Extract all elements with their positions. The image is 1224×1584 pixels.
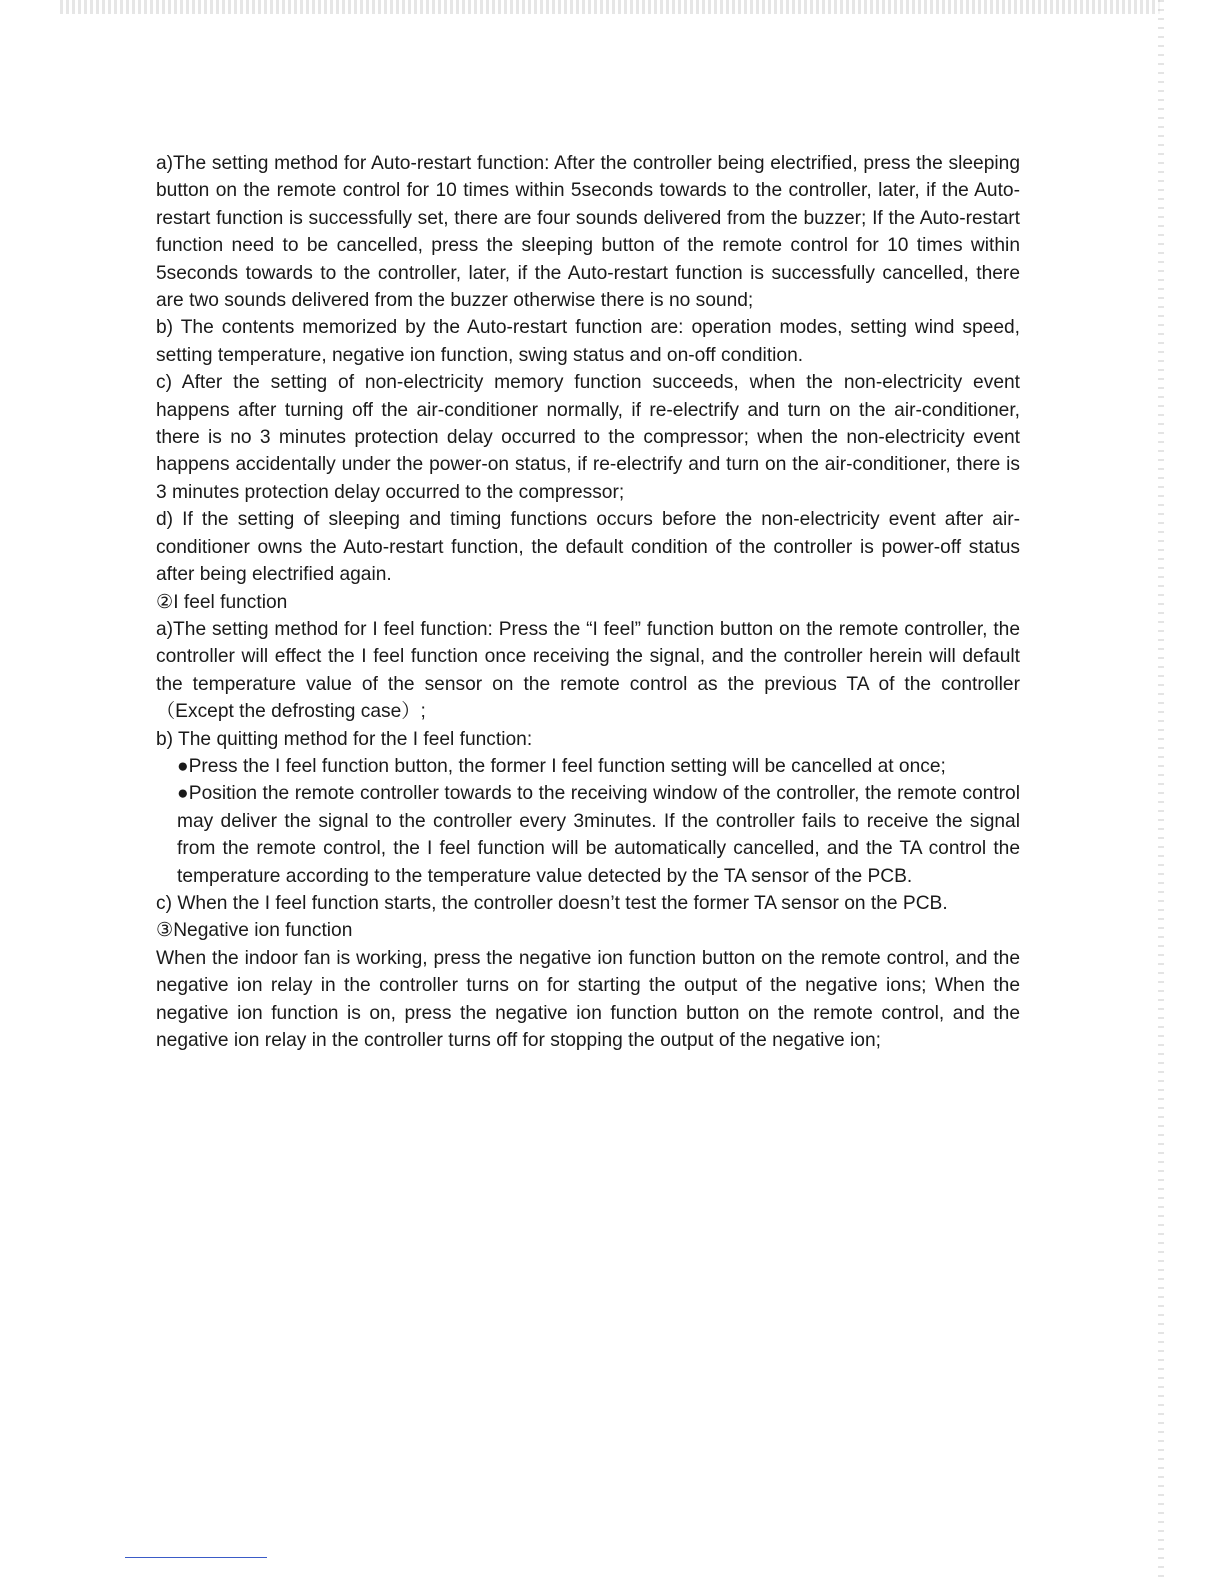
footnote-rule <box>125 1557 267 1558</box>
i-feel-setting-paragraph: a)The setting method for I feel function: Press the “I feel” function button on the remote controller, the controller will effect the I feel function once receiving the signal, and the controller herein will default the temperature value of the sensor on the remote control as the previous TA of the controller（Except the defrosting case）; <box>156 618 1020 723</box>
i-feel-heading: ②I feel function <box>156 591 288 613</box>
i-feel-quitting-paragraph: b) The quitting method for the I feel function: <box>156 728 533 750</box>
sleep-timing-paragraph: d) If the setting of sleeping and timing functions occurs before the non-electricity event after air-conditioner owns the Auto-restart function, the default condition of the controller is power-off status after being electrified again. <box>156 509 1020 586</box>
auto-restart-setting-paragraph: a)The setting method for Auto-restart function: After the controller being electrified, press the sleeping button on the remote control for 10 times within 5seconds towards to the controller, later, if the Auto-restart function is successfully set, there are four sounds delivered from the buzzer; If the Auto-restart function need to be cancelled, press the sleeping button of the remote control for 10 times within 5seconds towards to the controller, later, if the Auto-restart function is successfully cancelled, there are two sounds delivered from the buzzer otherwise there is no sound; <box>156 153 1020 312</box>
auto-restart-memory-paragraph: b) The contents memorized by the Auto-restart function are: operation modes, setting wind speed, setting temperature, negative ion function, swing status and on-off condition. <box>156 317 1020 366</box>
i-feel-sensor-paragraph: c) When the I feel function starts, the controller doesn’t test the former TA sensor on the PCB. <box>156 892 948 914</box>
i-feel-quit-bullet-1: ●Press the I feel function button, the former I feel function setting will be cancelled at once; <box>177 755 946 777</box>
non-electricity-memory-paragraph: c) After the setting of non-electricity memory function succeeds, when the non-electricity event happens after turning off the air-conditioner normally, if re-electrify and turn on the air-conditioner, there is no 3 minutes protection delay occurred to the compressor; when the non-electricity event happens accidentally under the power-on status, if re-electrify and turn on the air-conditioner, there is 3 minutes protection delay occurred to the compressor; <box>156 372 1020 503</box>
scan-artifact-top <box>60 0 1160 14</box>
negative-ion-heading: ③Negative ion function <box>156 920 353 942</box>
negative-ion-paragraph: When the indoor fan is working, press the negative ion function button on the remote control, and the negative ion relay in the controller turns on for starting the output of the negative ions; When the negative ion function is on, press the negative ion function button on the remote control, and the negative ion relay in the controller turns off for stopping the output of the negative ion; <box>156 947 1020 1051</box>
scan-artifact-right <box>1158 0 1164 1584</box>
i-feel-quit-bullet-2: ●Position the remote controller towards to the receiving window of the controller, the remote control may deliver the signal to the controller every 3minutes. If the controller fails to receive the signal from the remote control, the I feel function will be automatically cancelled, and the TA control the temperature according to the temperature value detected by the TA sensor of the PCB. <box>177 783 1020 887</box>
document-body <box>156 150 1020 1054</box>
